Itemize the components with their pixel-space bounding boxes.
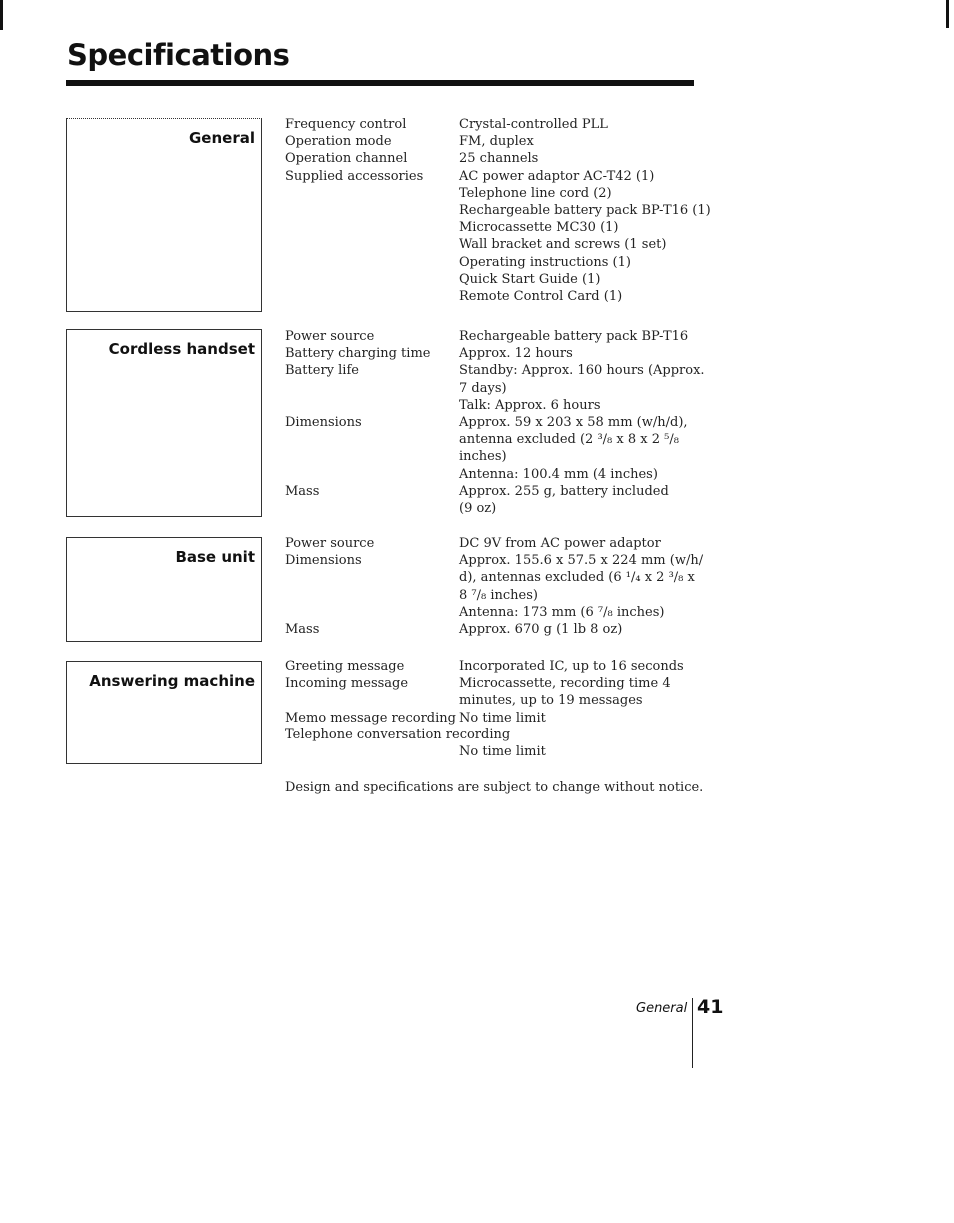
spec-label: [285, 380, 430, 397]
spec-label: Mass: [285, 483, 320, 499]
spec-label: Incoming message: [285, 676, 409, 692]
spec-label: Power source: [285, 329, 375, 344]
spec-label: Memo message recording: [285, 710, 456, 726]
answering-machine-values: [459, 658, 684, 727]
spec-value: Remote Control Card (1): [459, 288, 623, 304]
spec-label: Operation channel: [285, 151, 408, 167]
answering-machine-labels: [285, 658, 456, 727]
spec-label: [285, 692, 456, 709]
spec-value: Antenna: 173 mm (6 ⁷/₈ inches): [459, 604, 665, 620]
spec-value: antenna excluded (2 ³/₈ x 8 x 2 ⁵/₈: [459, 432, 679, 448]
spec-value: Wall bracket and screws (1 set): [459, 237, 667, 253]
section-box-base-unit: [66, 537, 262, 642]
cordless-handset-labels: [285, 328, 430, 500]
left-edge-mark: [0, 0, 3, 30]
section-heading-answering-machine: Answering machine: [89, 672, 255, 690]
spec-value: Incorporated IC, up to 16 seconds: [459, 659, 684, 674]
cordless-handset-values: [459, 328, 705, 517]
spec-value: Approx. 255 g, battery included: [459, 483, 669, 499]
telephone-conversation-value: No time limit: [459, 744, 546, 759]
general-values: [459, 116, 711, 305]
spec-value: Approx. 670 g (1 lb 8 oz): [459, 621, 623, 637]
spec-value: No time limit: [459, 710, 546, 726]
base-unit-labels: [285, 535, 374, 638]
spec-value: 7 days): [459, 380, 507, 396]
spec-value: d), antennas excluded (6 ¹/₄ x 2 ³/₈ x: [459, 570, 695, 586]
section-heading-base-unit: Base unit: [175, 548, 255, 566]
spec-label: [285, 587, 374, 604]
spec-value: Operating instructions (1): [459, 254, 631, 270]
section-box-general: [66, 118, 262, 312]
spec-value: FM, duplex: [459, 134, 534, 150]
spec-value: (9 oz): [459, 500, 497, 516]
footer-section-name: General: [636, 1001, 688, 1016]
footer-divider: [692, 998, 693, 1068]
spec-label: Battery charging time: [285, 346, 431, 362]
spec-value: Talk: Approx. 6 hours: [459, 397, 601, 413]
spec-label: Battery life: [285, 363, 359, 379]
spec-label: [285, 569, 374, 586]
spec-label: Power source: [285, 536, 375, 551]
spec-value: Telephone line cord (2): [459, 185, 612, 201]
spec-label: Greeting message: [285, 659, 405, 674]
spec-value: Rechargeable battery pack BP-T16 (1): [459, 202, 711, 218]
page-title: Specifications: [67, 38, 290, 72]
spec-label: Dimensions: [285, 414, 362, 430]
spec-label: Supplied accessories: [285, 168, 424, 184]
spec-value: Quick Start Guide (1): [459, 271, 601, 287]
section-heading-cordless-handset: Cordless handset: [108, 340, 255, 358]
spec-label: [285, 397, 430, 414]
telephone-conversation-label: Telephone conversation recording: [285, 727, 511, 742]
spec-value: 25 channels: [459, 151, 539, 167]
spec-value: minutes, up to 19 messages: [459, 693, 643, 709]
page-number: 41: [697, 996, 724, 1018]
spec-label: [285, 466, 430, 483]
spec-value: inches): [459, 449, 507, 465]
section-box-cordless-handset: [66, 329, 262, 517]
base-unit-values: [459, 535, 703, 638]
spec-value: Microcassette, recording time 4: [459, 676, 671, 692]
spec-label: Frequency control: [285, 117, 407, 132]
spec-value: 8 ⁷/₈ inches): [459, 587, 538, 603]
spec-label: [285, 448, 430, 465]
spec-value: Standby: Approx. 160 hours (Approx.: [459, 363, 705, 379]
spec-label: [285, 604, 374, 621]
spec-value: AC power adaptor AC-T42 (1): [459, 168, 655, 184]
spec-value: Antenna: 100.4 mm (4 inches): [459, 466, 658, 482]
spec-label: Operation mode: [285, 134, 392, 150]
spec-value: Rechargeable battery pack BP-T16: [459, 329, 689, 344]
spec-label: Mass: [285, 621, 320, 637]
spec-value: DC 9V from AC power adaptor: [459, 536, 661, 551]
change-notice: Design and specifications are subject to change without notice.: [285, 780, 704, 795]
right-edge-mark: [946, 0, 949, 28]
general-labels: [285, 116, 423, 185]
section-box-answering-machine: [66, 661, 262, 764]
spec-value: Approx. 12 hours: [459, 346, 573, 362]
spec-value: Crystal-controlled PLL: [459, 117, 608, 132]
spec-label: [285, 431, 430, 448]
section-heading-general: General: [189, 129, 255, 147]
spec-value: Microcassette MC30 (1): [459, 220, 619, 236]
spec-label: Dimensions: [285, 553, 362, 569]
spec-value: Approx. 59 x 203 x 58 mm (w/h/d),: [459, 414, 688, 430]
title-rule: [66, 80, 694, 86]
spec-value: Approx. 155.6 x 57.5 x 224 mm (w/h/: [459, 553, 704, 569]
